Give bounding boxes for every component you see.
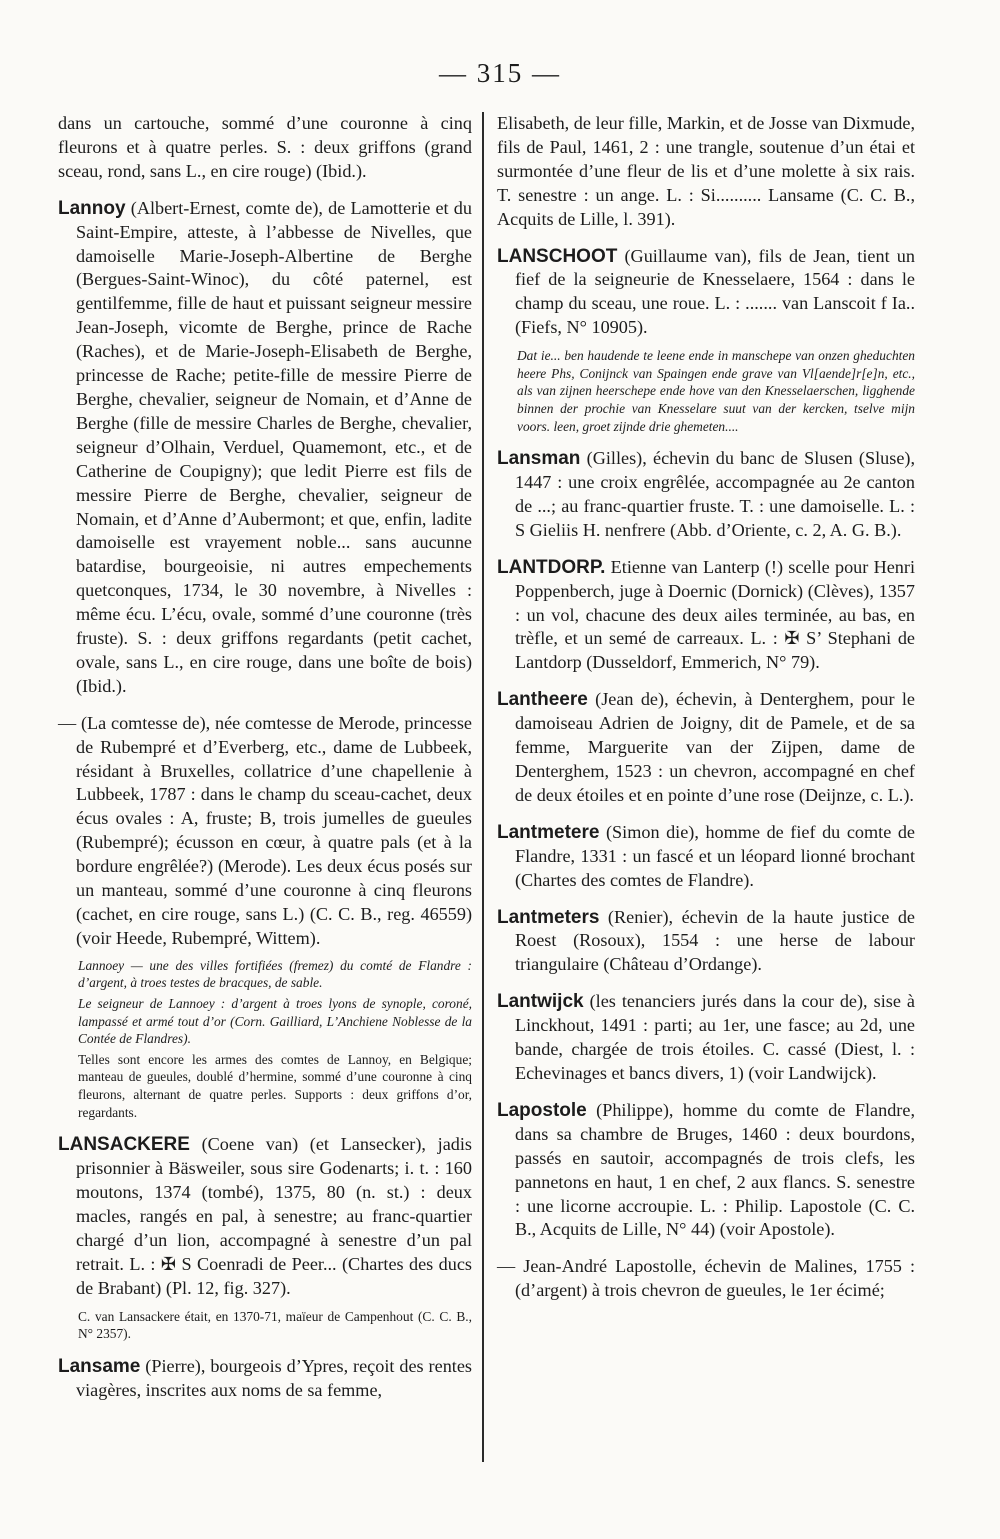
entry-lannoy (58, 197, 472, 699)
entry-text: — (La comtesse de), née comtesse de Merode, princesse de Rubempré et d’Everberg, etc., dame de Lubbeek, résidant à Bruxelles, collatrice d’une chapellenie à Lubbeek, 1787 : dans le champ du sceau-cachet, deux écus ovales : A, fruste; B, trois jumelles de gueules (Rubempré); écusson en cœur, à quatre pals (et à la bordure engrêlée?) (Merode). Les deux écus posés sur un manteau, sommé d’une couronne à cinq fleurons (cachet, en cire rouge, sans L.) (C. C. B., reg. 46559) (voir Heede, Rubempré, Wittem). (58, 712, 472, 948)
entry-text: — Jean-André Lapostolle, échevin de Malines, 1755 : (d’argent) à trois chevron de gueules, le 1er écimé; (497, 1256, 915, 1301)
entry-heading: Lansman (497, 448, 581, 470)
entry-text: (Albert-Ernest, comte de), de Lamotterie et du Saint-Empire, atteste, à l’abbesse de Nivelles, que damoiselle Marie-Joseph-Albertine de Berghe (Bergues-Saint-Winoc), du côté paternel, est gentilfemme, fille de haut et puissant seigneur messire Jean-Joseph, vicomte de Berghe, prince de Rache (Raches), et de Marie-Joseph-Elisabeth de Berghe, princesse de Rache; petite-fille de messire Pierre de Berghe, chevalier, seigneur de Nomain, et d’Anne de Berghe (fille de messire Charles de Berghe, chevalier, seigneur d’Olhain, Verduel, Quamemont, etc., et de Catherine de Coupigny); que ledit Pierre est fils de messire Pierre de Berghe, chevalier, seigneur de Nomain, et d’Anne d’Aubermont; et que, enfin, ladite damoiselle est vrayement noble... sans aucunne batardise, bourgeoisie, ni autres empechements quetconques, 1734, le 30 novembre, à Nivelles : même écu. L’écu, ovale, sommé d’une couronne (très fruste). S. : deux griffons regardants (petit cachet, ovale, sans L., en cire rouge, dans une boîte de bois) (Ibid.). (76, 197, 472, 696)
footnote-paragraph: C. van Lansackere était, en 1370-71, maïeur de Campenhout (C. C. B., N° 2357). (78, 1308, 472, 1342)
entry-lansman (497, 447, 915, 543)
entry-text: (Pierre), bourgeois d’Ypres, reçoit des rentes viagères, inscrites aux noms de sa femme, (76, 1355, 472, 1400)
entry-text: (Jean de), échevin, à Denterghem, pour le damoiseau Adrien de Joigny, dit de Pamele, et de sa femme, Marguerite van der Zijpen, dame de Denterghem, 1523 : un chevron, accompagné en chef de deux étoiles et en pointe d’une rose (Deijnze, c. L.). (515, 689, 915, 805)
entry-text: (Guillaume van), fils de Jean, tient un fief de la seigneurie de Knesselaere, 1564 : dans le champ du sceau, une roue. L. : ....... van Lanscoit f Ia.. (Fiefs, N° 10905). (515, 245, 915, 338)
footnote-paragraph: Le seigneur de Lannoey : d’argent à troes lyons de synople, coroné, lampassé et armé tout d’or (Corn. Gailliard, L’Anchiene Noblesse de la Contée de Flandres). (78, 996, 472, 1047)
right-column (497, 112, 915, 1316)
entry-lapostole (497, 1099, 915, 1242)
footnote-paragraph: Telles sont encore les armes des comtes de Lannoy, en Belgique; manteau de gueules, doublé d’hermine, sommé d’une couronne à cinq fleurons, alternant de quatre perles. Supports : deux griffons d’or, regardants. (78, 1051, 472, 1120)
column-divider (482, 112, 484, 1462)
left-column (58, 112, 472, 1416)
footnote-lanschoot (517, 347, 915, 435)
entry-text: (Gilles), échevin du banc de Slusen (Sluse), 1447 : une croix engrêlée, accompagnée au 2e canton de ...; au franc-quartier fruste. T. : une damoiselle. L. : S Gieliis H. nenfrere (Abb. d’Oriente, c. 2, A. G. B.). (515, 448, 915, 540)
footnote-lansackere (78, 1308, 472, 1343)
entry-heading: Lannoy (58, 197, 126, 219)
entry-text: (les tenanciers jurés dans la cour de), sise à Linckhout, 1491 : parti; au 1er, une fasce; au 2d, une bande, chargée de trois étoiles. C. cassé (Diest, l. : Echevinages et bancs divers, 1) (voir Landwijck). (515, 991, 915, 1083)
entry-text: dans un cartouche, sommé d’une couronne à cinq fleurons et à quatre perles. S. : deux griffons (grand sceau, rond, sans L., en cire rouge) (Ibid.). (58, 113, 472, 181)
entry-lansackere (58, 1133, 472, 1300)
entry-lantdorp (497, 556, 915, 676)
entry-heading: LANSACKERE (58, 1134, 190, 1156)
entry-lantwijck (497, 990, 915, 1086)
entry-heading: Lansame (58, 1355, 141, 1377)
entry-heading: LANTDORP. (497, 556, 606, 578)
entry-heading: Lantmeters (497, 906, 600, 928)
footnote-lannoy (78, 957, 472, 1121)
entry-lantheere (497, 688, 915, 808)
entry-heading: LANSCHOOT (497, 245, 618, 267)
entry-heading: Lantwijck (497, 991, 584, 1013)
page-number: — 315 — (439, 58, 561, 88)
entry-text: Elisabeth, de leur fille, Markin, et de Josse van Dixmude, fils de Paul, 1461, 2 : une trangle, soutenue d’un étai et surmontée d’une fleur de lis et d’une molette à six rais. T. senestre : un ange. L. : Si.......... Lansame (C. C. B., Acquits de Lille, l. 391). (497, 113, 915, 229)
entry-text: (Coene van) (et Lansecker), jadis prisonnier à Bäsweiler, sous sire Godenarts; i. t. : 160 moutons, 1374 (tombé), 1375, 80 (n. st.) : deux macles, rangés en pal, à senestre; au franc-quartier chargé d’un lion, accompagné à senestre d’un pal retrait. L. : ✠ S Coenradi de Peer... (Chartes des ducs de Brabant) (Pl. 12, fig. 327). (76, 1134, 472, 1298)
entry-text: (Philippe), homme du comte de Flandre, dans sa chambre de Bruges, 1460 : deux bourdons, passés en sautoir, accompagnés de trois clefs, les pannetons en haut, 1 en chef, 2 aux flancs. S. senestre : une licorne accroupie. L. : Philip. Lapostole (C. C. B., Acquits de Lille, N° 44) (voir Apostole). (515, 1099, 915, 1240)
entry-heading: Lantheere (497, 689, 588, 711)
entry-lapostolle (497, 1255, 915, 1303)
entry-continuation-left (58, 112, 472, 184)
entry-lantmeters (497, 906, 915, 978)
entry-heading: Lantmetere (497, 821, 600, 843)
entry-text: (Simon die), homme de fief du comte de Flandre, 1331 : un fascé et un léopard lionné brochant (Chartes des comtes de Flandre). (515, 821, 915, 890)
footnote-paragraph: Dat ie... ben haudende te leene ende in manschepe van onzen gheduchten heere Phs, Conijnck van Spaingen ende grave van Vl[aende]r[e]n, etc., als van zijnen heerschepe ende hove van den Knesselaerschen, ligghende binnen der prochie van Knesselare suut van der kercken, tselve mijn voors. leen, groet zijnde drie ghemeten.... (517, 348, 915, 434)
entry-continuation-right (497, 112, 915, 232)
footnote-paragraph: Lannoey — une des villes fortifiées (fremez) du comté de Flandre : d’argent, à troes testes de bracques, de sable. (78, 957, 472, 991)
entry-lantmetere (497, 821, 915, 893)
entry-text: (Renier), échevin de la haute justice de Roest (Rosoux), 1554 : une herse de labour triangulaire (Château d’Ordange). (515, 906, 915, 975)
entry-lannoy-countess (58, 712, 472, 951)
entry-heading: Lapostole (497, 1099, 587, 1121)
entry-lanschoot (497, 245, 915, 341)
entry-text: Etienne van Lanterp (!) scelle pour Henri Poppenberch, juge à Doernic (Dornick) (Clèves), 1357 : un vol, chacune des deux ailes terminée, au bas, en trèfle, et un semé de carreaux. L. : ✠ S’ Stephani de Lantdorp (Dusseldorf, Emmerich, N° 79). (515, 556, 915, 673)
entry-lansame (58, 1355, 472, 1403)
